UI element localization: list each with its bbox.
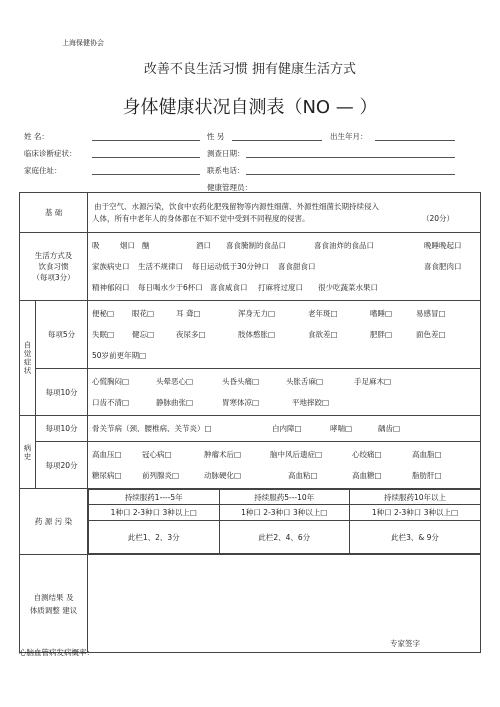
checkbox-item[interactable]: 肢体憨胀□ — [238, 330, 276, 339]
checkbox-item[interactable]: 打麻将过度口 — [258, 283, 304, 292]
checkbox-item[interactable]: 浑身无力□ — [238, 309, 276, 318]
result-content[interactable] — [88, 555, 481, 653]
checkbox-item[interactable]: 肥胖□ — [370, 330, 393, 339]
checkbox-item[interactable]: 白内障□ — [272, 424, 302, 433]
checkbox-item[interactable]: 头胀舌麻□ — [286, 377, 324, 386]
checkbox-item[interactable]: 脂肪肝□ — [412, 471, 442, 480]
symptoms-5-label: 每项5分 — [36, 301, 88, 369]
diagnosis-field[interactable] — [92, 157, 200, 158]
basic-label: 基 础 — [20, 193, 88, 233]
test-date-field[interactable] — [246, 157, 455, 158]
checkbox-item[interactable]: 烟口 — [120, 241, 136, 250]
checkbox-item[interactable]: 喜食甜食口 — [278, 262, 316, 271]
lifestyle-line-1 — [92, 235, 480, 256]
symptoms-5-line-2 — [92, 324, 480, 345]
symptoms-5-line-3 — [92, 345, 480, 366]
basic-text-1: 由于空气、水源污染，饮食中农药化肥残留物等内源性细菌、外源性细菌长期持续侵入 — [94, 201, 380, 211]
manager-label: 健康管理员： — [207, 183, 252, 192]
assessment-table — [19, 192, 481, 653]
organization-name: 上海保健协会 — [62, 39, 104, 47]
checkbox-item[interactable]: 头晕恶心□ — [156, 377, 194, 386]
checkbox-item[interactable]: 吸 — [92, 241, 100, 250]
basic-content — [88, 193, 481, 233]
drug-col-1-head: 持续服药1----5年 — [89, 490, 219, 505]
drug-col-3-score: 此栏3、& 9分 — [349, 521, 480, 554]
checkbox-item[interactable]: 老年斑□ — [308, 309, 338, 318]
symptoms-10-row — [20, 369, 481, 416]
drug-label: 药 源 污 染 — [20, 489, 88, 555]
checkbox-item[interactable]: 前列腺炎□ — [142, 471, 180, 480]
drug-col-2-options[interactable]: 1种口 2-3种口 3种以上□ — [219, 505, 349, 521]
basic-text-line-2 — [92, 213, 476, 225]
history-10-items — [88, 416, 481, 442]
drug-col-2-score: 此栏2、4、6分 — [219, 521, 349, 554]
symptoms-group-label — [20, 301, 36, 416]
checkbox-item[interactable]: 喜食咸食口 — [210, 283, 248, 292]
checkbox-item[interactable]: 很少吃蔬菜水果口 — [318, 283, 379, 292]
drug-columns — [88, 489, 480, 554]
history-20-line-2 — [92, 465, 480, 486]
checkbox-item[interactable]: 静脉曲张□ — [156, 398, 194, 407]
drug-content — [88, 489, 481, 555]
birth-field[interactable] — [375, 140, 455, 141]
checkbox-item[interactable]: 喜食肥肉口 — [424, 262, 462, 271]
lifestyle-line-3 — [92, 277, 480, 298]
symptoms-5-row — [20, 301, 481, 369]
history-10-row — [20, 416, 481, 442]
checkbox-item[interactable]: 失眠□ — [92, 330, 115, 339]
checkbox-item[interactable]: 面色差□ — [416, 330, 446, 339]
history-10-line — [92, 418, 480, 439]
birth-label: 出生年月： — [330, 132, 368, 141]
risk-label: 心脑血管病发病概率： — [19, 648, 94, 657]
history-20-items — [88, 442, 481, 489]
diagnosis-label: 临床诊断症状： — [24, 149, 77, 158]
slogan: 改善不良生活习惯 拥有健康生活方式 — [143, 62, 357, 77]
symptoms-10-items — [88, 369, 481, 416]
name-field[interactable] — [92, 140, 200, 141]
checkbox-item[interactable]: 平地摔跤□ — [292, 398, 330, 407]
checkbox-item[interactable]: 每日运动低于30分钟口 — [192, 262, 270, 271]
lifestyle-items — [88, 233, 481, 301]
drug-col-3-options[interactable]: 1种口 2-3种口 3种以上□ — [349, 505, 480, 521]
checkbox-item[interactable]: 易感冒□ — [416, 309, 446, 318]
checkbox-item[interactable]: 骨关节病（颈、腰椎病、关节炎）□ — [92, 424, 212, 433]
lifestyle-line-2 — [92, 256, 480, 277]
history-20-label: 每项20分 — [36, 442, 88, 489]
gender-field[interactable] — [232, 140, 322, 141]
lifestyle-label-3: （每项3分） — [32, 273, 75, 282]
checkbox-item[interactable]: 心绞痛□ — [352, 450, 382, 459]
drug-col-1-options[interactable]: 1种口 2-3种口 3种以上□ — [89, 505, 219, 521]
expert-signature-label: 专家签字 — [390, 639, 420, 648]
lifestyle-label-2: 饮食习惯 — [38, 262, 69, 271]
checkbox-item[interactable]: 50岁前更年期□ — [92, 351, 147, 360]
checkbox-item[interactable]: 高血糖□ — [352, 471, 382, 480]
checkbox-item[interactable]: 动脉硬化□ — [204, 471, 242, 480]
history-20-line-1 — [92, 444, 480, 465]
checkbox-item[interactable]: 耳 聋□ — [176, 309, 201, 318]
symptoms-group-text: 自觉症状 — [23, 341, 32, 375]
checkbox-item[interactable]: 生活不规律口 — [138, 262, 184, 271]
checkbox-item[interactable]: 便秘□ — [92, 309, 115, 318]
checkbox-item[interactable]: 心慌胸闷□ — [92, 377, 130, 386]
basic-text-2: 人体，所有中老年人的身体都在不知不觉中受到不同程度的侵害。 — [92, 213, 310, 223]
symptoms-10-label: 每项10分 — [36, 369, 88, 416]
checkbox-item[interactable]: 喜食腌制的食品口 — [226, 241, 287, 250]
checkbox-item[interactable]: 嗜睡□ — [370, 309, 393, 318]
history-group-text: 病史 — [23, 443, 32, 461]
checkbox-item[interactable]: 酗 — [142, 241, 150, 250]
address-field[interactable] — [92, 174, 200, 175]
checkbox-item[interactable]: 哮喘□ — [330, 424, 353, 433]
checkbox-item[interactable]: 每日喝水少于6杯口 — [138, 283, 203, 292]
checkbox-item[interactable]: 精神郁闷口 — [92, 283, 130, 292]
checkbox-item[interactable]: 冠心病□ — [142, 450, 172, 459]
drug-col-3-head: 持续服药10年以上 — [349, 490, 480, 505]
history-10-label: 每项10分 — [36, 416, 88, 442]
checkbox-item[interactable]: 喜食油炸的食品口 — [314, 241, 375, 250]
checkbox-item[interactable]: 高血粘□ — [288, 471, 318, 480]
test-date-label: 测查日期： — [207, 149, 245, 158]
lifestyle-row — [20, 233, 481, 301]
checkbox-item[interactable]: 糖尿病□ — [92, 471, 122, 480]
address-label: 家庭住址： — [24, 166, 62, 175]
checkbox-item[interactable]: 家族病史口 — [92, 262, 130, 271]
symptoms-10-line-1 — [92, 371, 480, 392]
history-20-row — [20, 442, 481, 489]
drug-row — [20, 489, 481, 555]
checkbox-item[interactable]: 龋齿□ — [378, 424, 401, 433]
checkbox-item[interactable]: 晚睡晚起口 — [424, 241, 462, 250]
checkbox-item[interactable]: 健忘□ — [132, 330, 155, 339]
checkbox-item[interactable]: 肿瘤术后□ — [204, 450, 242, 459]
checkbox-item[interactable]: 口齿不清□ — [92, 398, 130, 407]
result-row — [20, 555, 481, 653]
checkbox-item[interactable]: 高血脂□ — [412, 450, 442, 459]
result-label-2: 体质调整 建议 — [29, 605, 78, 615]
result-label-1: 自测结果 及 — [33, 592, 74, 602]
drug-col-2-head: 持续服药5---10年 — [219, 490, 349, 505]
checkbox-item[interactable]: 头昏头痛□ — [222, 377, 260, 386]
checkbox-item[interactable]: 眼花□ — [132, 309, 155, 318]
lifestyle-label — [20, 233, 88, 301]
checkbox-item[interactable]: 夜尿多□ — [176, 330, 206, 339]
name-label: 姓 名： — [24, 132, 49, 141]
checkbox-item[interactable]: 高血压□ — [92, 450, 122, 459]
symptoms-5-line-1 — [92, 303, 480, 324]
history-group-label — [20, 416, 36, 489]
checkbox-item[interactable]: 手足麻木□ — [354, 377, 392, 386]
gender-label: 性 另 — [207, 132, 225, 141]
result-label — [20, 555, 88, 653]
basic-row — [20, 193, 481, 233]
lifestyle-label-1: 生活方式及 — [34, 251, 73, 260]
phone-field[interactable] — [246, 174, 455, 175]
basic-score: （20分） — [421, 213, 454, 223]
checkbox-item[interactable]: 脑中风后遗症□ — [270, 450, 323, 459]
symptoms-10-line-2 — [92, 392, 480, 413]
drug-col-1-score: 此栏1、2、3分 — [89, 521, 219, 554]
checkbox-item[interactable]: 食欲差□ — [308, 330, 338, 339]
symptoms-5-items — [88, 301, 481, 369]
page-title: 身体健康状况自测表（NO — ） — [122, 97, 378, 118]
phone-label: 联系电话： — [207, 166, 245, 175]
checkbox-item[interactable]: 胃寒体凉□ — [222, 398, 260, 407]
checkbox-item[interactable]: 酒口 — [196, 241, 212, 250]
